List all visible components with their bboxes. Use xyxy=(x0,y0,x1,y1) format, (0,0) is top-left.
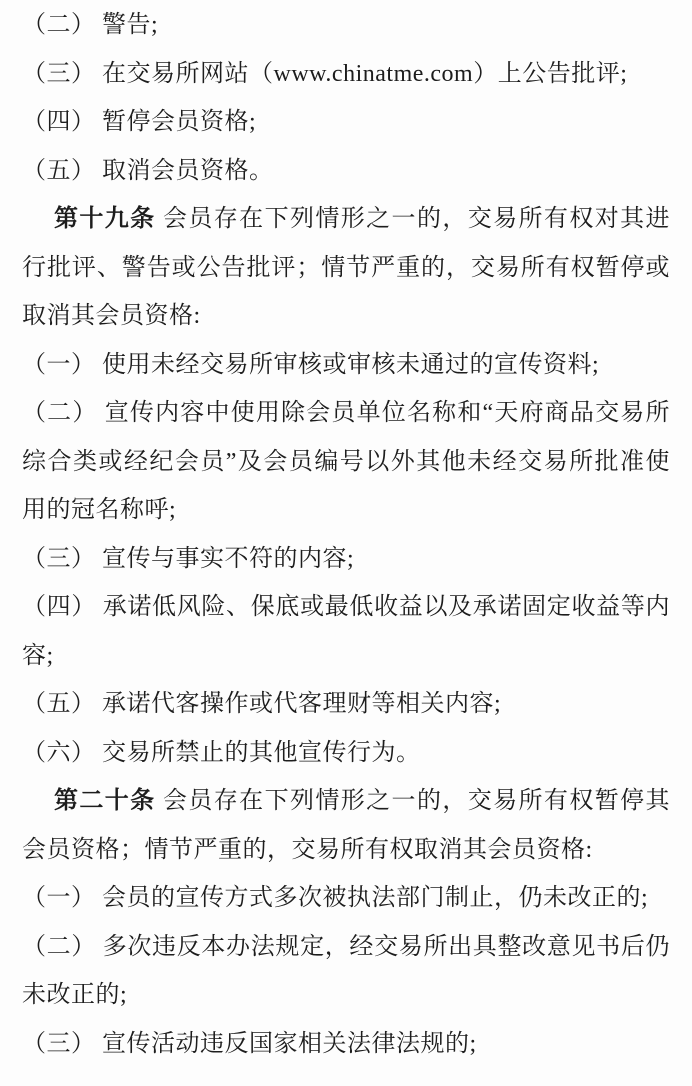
clause-paragraph: （五） 承诺代客操作或代客理财等相关内容; xyxy=(22,691,502,717)
document-body xyxy=(22,1,670,1068)
clause-paragraph: （三） 宣传与事实不符的内容; xyxy=(22,545,355,572)
clause-paragraph: （一） 使用未经交易所审核或审核未通过的宣传资料; xyxy=(22,351,600,378)
clause-paragraph: （二） 宣传内容中使用除会员单位名称和“天府商品交易所综合类或经纪会员”及会员编号以外其他未经交易所批准使用的冠名称呼; xyxy=(22,400,670,523)
clause-paragraph: （六） 交易所禁止的其他宣传行为。 xyxy=(22,739,421,766)
clause-paragraph: （三） 在交易所网站（www.chinatme.com）上公告批评; xyxy=(22,60,628,87)
clause-paragraph: （二） 警告; xyxy=(22,12,159,38)
clause-paragraph: （一） 会员的宣传方式多次被执法部门制止，仍未改正的; xyxy=(22,885,649,911)
article-paragraph: 第二十条 会员存在下列情形之一的，交易所有权暂停其会员资格；情节严重的，交易所有权取消其会员资格: xyxy=(22,788,671,863)
clause-paragraph: （三） 宣传活动违反国家相关法律法规的; xyxy=(22,1030,477,1057)
clause-paragraph: （二） 多次违反本办法规定，经交易所出具整改意见书后仍未改正的; xyxy=(22,933,670,1008)
clause-paragraph: （五） 取消会员资格。 xyxy=(22,157,274,184)
article-number: 第十九条 xyxy=(54,206,156,232)
article-paragraph: 第十九条 会员存在下列情形之一的，交易所有权对其进行批评、警告或公告批评；情节严重的，交易所有权暂停或取消其会员资格: xyxy=(22,206,671,329)
article-number: 第二十条 xyxy=(54,788,156,814)
clause-paragraph: （四） 承诺低风险、保底或最低收益以及承诺固定收益等内容; xyxy=(22,594,670,669)
clause-paragraph: （四） 暂停会员资格; xyxy=(22,109,257,135)
